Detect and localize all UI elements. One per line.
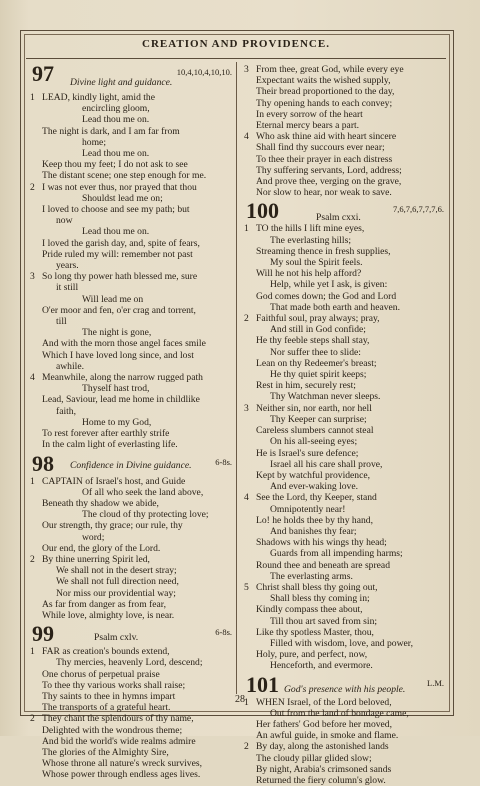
verse xyxy=(30,713,232,780)
verse-line: Returned the fiery column's glow. xyxy=(256,774,386,786)
verse-line: The everlasting hills; xyxy=(270,234,351,246)
verse-line: awhile. xyxy=(56,360,84,372)
verse-line: An awful guide, in smoke and flame. xyxy=(256,730,399,742)
verse-line: He is Israel's sure defence; xyxy=(256,447,359,459)
verse-line: Shadows with his wings thy head; xyxy=(256,537,387,549)
verse-line: And prove thee, verging on the grave, xyxy=(256,176,402,188)
verse-line: Their bread proportioned to the day, xyxy=(256,86,395,98)
hymn-97-header xyxy=(30,61,232,92)
verse-line: And banishes thy fear; xyxy=(270,525,357,537)
verse-line: Shouldst lead me on; xyxy=(82,192,163,204)
verse-line: Kept by watchful providence, xyxy=(256,469,371,481)
verse-line: In every sorrow of the heart xyxy=(256,108,363,120)
verse-line: Delighted with the wondrous theme; xyxy=(42,724,183,736)
hymn-number: 98 xyxy=(32,450,54,476)
verse xyxy=(244,223,444,313)
verse-line: The cloud of thy protecting love; xyxy=(82,509,209,521)
verse-line: Thyself hast trod, xyxy=(82,383,150,395)
verse-line: 4 Meanwhile, along the narrow rugged path xyxy=(30,372,203,384)
verse-line: 3 From thee, great God, while every eye xyxy=(244,64,404,75)
verse-line: By night, Arabia's crimsoned sands xyxy=(256,763,392,775)
verse-line: Our strength, thy grace; our rule, thy xyxy=(42,520,183,532)
verse-line: Like thy spotless Master, thou, xyxy=(256,626,374,638)
hymn-title: Psalm cxlv. xyxy=(94,632,139,644)
verse-line: word; xyxy=(82,531,105,543)
verse-line: years. xyxy=(56,260,79,272)
verse-line: And bid the world's wide realms admire xyxy=(42,735,196,747)
header-rule xyxy=(26,58,446,59)
verse-line: Help, while yet I ask, is given: xyxy=(270,279,388,291)
verse-line: Keep thou my feet; I do not ask to see xyxy=(42,159,188,171)
hymn-number: 97 xyxy=(32,61,54,86)
verse-line: Guards from all impending harms; xyxy=(270,548,403,560)
page-header: CREATION AND PROVIDENCE. xyxy=(142,38,330,50)
verse-line: The glories of the Almighty Sire, xyxy=(42,746,169,758)
verse-line: Pride ruled my will: remember not past xyxy=(42,248,193,260)
verse-line: 2 By day, along the astonished lands xyxy=(244,741,389,753)
verse-line: In the calm light of everlasting life. xyxy=(42,439,178,451)
hymn-number: 101 xyxy=(246,671,279,697)
verse-line: Filled with wisdom, love, and power, xyxy=(270,637,413,649)
verse xyxy=(244,64,444,131)
verse xyxy=(30,271,232,372)
verse-line: Will lead me on xyxy=(82,293,144,305)
verse-line: Omnipotently near! xyxy=(270,503,346,515)
verse-line: Lo! he holds thee by thy hand, xyxy=(256,514,373,526)
verse-line: Expectant waits the wished supply, xyxy=(256,75,391,87)
verse xyxy=(244,582,444,672)
hymn-number: 99 xyxy=(32,621,54,647)
verse-line: faith, xyxy=(56,405,76,417)
hymn-98-header xyxy=(30,450,232,476)
verse-line: Beneath thy shadow we abide, xyxy=(42,497,159,509)
verse-line: God comes down; the God and Lord xyxy=(256,290,397,302)
verse-line: We shall not in the desert stray; xyxy=(56,565,177,577)
verse-line: Whose throne all nature's wreck survives, xyxy=(42,758,202,770)
verse-line: The distant scene; one step enough for me. xyxy=(42,170,207,182)
verse-line: Thy opening hands to each convey; xyxy=(256,97,393,109)
verse-line: encircling gloom, xyxy=(82,103,150,115)
verse-line: Will he not his help afford? xyxy=(256,268,362,280)
column-divider xyxy=(236,62,237,694)
hymn-meter: 10,4,10,4,10,10. xyxy=(176,67,232,77)
hymn-100-header xyxy=(244,198,444,224)
verse-line: That made both earth and heaven. xyxy=(270,301,400,313)
verse xyxy=(244,403,444,493)
verse xyxy=(244,741,444,786)
verse xyxy=(30,182,232,272)
verse-line: Whose power through endless ages lives. xyxy=(42,769,201,781)
right-column xyxy=(244,64,444,786)
verse-line: Thy mercies, heavenly Lord, descend; xyxy=(56,657,203,669)
verse xyxy=(244,313,444,403)
verse-line: Thy suffering servants, Lord, address; xyxy=(256,164,402,176)
verse-line: 2 By thine unerring Spirit led, xyxy=(30,553,150,565)
verse-line: Thy saints to thee in hymns impart xyxy=(42,690,176,702)
hymn-99-header xyxy=(30,621,232,647)
verse-line: it still xyxy=(56,282,79,294)
verse-line: 5 Christ shall bless thy going out, xyxy=(244,581,378,593)
verse xyxy=(244,492,444,582)
verse-line: 2 I was not ever thus, nor prayed that thou xyxy=(30,181,197,193)
verse-line: We shall not full direction need, xyxy=(56,576,179,588)
verse-line: To rest forever after earthly strife xyxy=(42,428,170,440)
hymn-meter: 7,6,7,6,7,7,7,6. xyxy=(393,204,444,215)
verse-line: Shall find thy succours ever near; xyxy=(256,142,385,154)
verse-line: 1 TO the hills I lift mine eyes, xyxy=(244,223,365,235)
verse-line: He thy feeble steps shall stay, xyxy=(256,335,370,347)
verse-line: 1 LEAD, kindly light, amid the xyxy=(30,92,155,103)
verse-line: Our end, the glory of the Lord. xyxy=(42,542,161,554)
verse-line: Till thou art saved from sin; xyxy=(270,615,378,627)
verse-line: Out from the land of bondage came, xyxy=(270,707,409,719)
hymn-title: Psalm cxxi. xyxy=(316,212,361,224)
verse-line: The transports of a grateful heart. xyxy=(42,702,171,714)
verse xyxy=(30,476,232,554)
verse-line: 1 WHEN Israel, of the Lord beloved, xyxy=(244,696,392,708)
verse-line: 3 Neither sin, nor earth, nor hell xyxy=(244,402,372,414)
verse-line: Round thee and beneath are spread xyxy=(256,559,390,571)
verse-line: And with the morn those angel faces smile xyxy=(42,338,206,350)
verse-line: Nor slow to hear, nor weak to save. xyxy=(256,187,392,199)
verse-line: Of all who seek the land above, xyxy=(82,486,204,498)
verse-line: Kindly compass thee about, xyxy=(256,604,363,616)
verse xyxy=(244,131,444,198)
verse-line: now xyxy=(56,215,73,227)
verse-line: Henceforth, and evermore. xyxy=(270,660,373,672)
verse-line: till xyxy=(56,316,67,328)
verse-line: Eternal mercy bears a part. xyxy=(256,120,360,132)
page-number: 28 xyxy=(235,694,245,705)
verse-line: And still in God confide; xyxy=(270,324,366,336)
hymn-title: Divine light and guidance. xyxy=(70,77,173,88)
verse-line: Lean on thy Redeemer's breast; xyxy=(256,357,377,369)
verse-line: Lead thou me on. xyxy=(82,226,150,238)
verse-line: Streaming thence in fresh supplies, xyxy=(256,245,391,257)
verse-line: 2 Faithful soul, pray always; pray, xyxy=(244,313,380,325)
verse xyxy=(30,554,232,621)
verse-line: To thee thy various works shall raise; xyxy=(42,679,186,691)
verse xyxy=(30,92,232,182)
verse-line: The night is gone, xyxy=(82,327,152,339)
verse-line: One chorus of perpetual praise xyxy=(42,668,160,680)
verse-line: 4 Who ask thine aid with heart sincere xyxy=(244,131,397,143)
left-column xyxy=(30,61,232,781)
hymn-meter: 6-8s. xyxy=(215,627,232,638)
verse-line: Rest in him, securely rest; xyxy=(256,380,356,392)
verse-line: He thy quiet spirit keeps; xyxy=(270,369,367,381)
verse-line: 1 FAR as creation's bounds extend, xyxy=(30,646,170,658)
verse-line: 2 They chant the splendours of thy name, xyxy=(30,713,194,725)
verse-line: O'er moor and fen, o'er crag and torrent, xyxy=(42,304,196,316)
verse-line: And ever-waking love. xyxy=(270,481,358,493)
verse-line: Lead thou me on. xyxy=(82,114,150,126)
verse-line: On his all-seeing eyes; xyxy=(270,436,358,448)
verse-line: The cloudy pillar glided slow; xyxy=(256,752,372,764)
verse-line: Her fathers' God before her moved, xyxy=(256,718,392,730)
verse-line: Lead, Saviour, lead me home in childlike xyxy=(42,394,200,406)
verse-line: Careless slumbers cannot steal xyxy=(256,425,374,437)
verse-line: Which I have loved long since, and lost xyxy=(42,349,194,361)
hymn-title: Confidence in Divine guidance. xyxy=(70,459,192,471)
verse-line: home; xyxy=(82,136,106,148)
verse-line: I loved the garish day, and, spite of fears, xyxy=(42,237,200,249)
verse-line: 1 CAPTAIN of Israel's host, and Guide xyxy=(30,475,186,487)
verse xyxy=(30,372,232,450)
verse-line: Nor suffer thee to slide: xyxy=(270,346,361,358)
verse-line: The everlasting arms. xyxy=(270,570,353,582)
verse-line: 4 See the Lord, thy Keeper, stand xyxy=(244,492,377,504)
verse-line: While love, almighty love, is near. xyxy=(42,609,175,621)
verse-line: The night is dark, and I am far from xyxy=(42,125,180,137)
hymn-meter: 6-8s. xyxy=(215,456,232,467)
verse-line: Nor miss our providential way; xyxy=(56,587,176,599)
verse-line: Home to my God, xyxy=(82,416,152,428)
verse-line: As far from danger as from fear, xyxy=(42,598,167,610)
verse-line: To thee their prayer in each distress xyxy=(256,153,393,165)
verse-line: Lead thou me on. xyxy=(82,148,150,160)
verse-line: Shall bless thy coming in; xyxy=(270,593,370,605)
verse-line: Thy Keeper can surprise; xyxy=(270,413,367,425)
verse-line: My soul the Spirit feels. xyxy=(270,257,363,269)
verse-line: I loved to choose and see my path; but xyxy=(42,204,190,216)
hymn-title: God's presence with his people. xyxy=(284,683,406,695)
verse-line: Thy Watchman never sleeps. xyxy=(270,391,381,403)
hymn-number: 100 xyxy=(246,198,279,224)
verse-line: Israel all his care shall prove, xyxy=(270,458,383,470)
verse-line: 3 So long thy power hath blessed me, sure xyxy=(30,271,198,283)
hymn-meter: L.M. xyxy=(427,677,444,688)
verse-line: Holy, pure, and perfect, now, xyxy=(256,649,368,661)
